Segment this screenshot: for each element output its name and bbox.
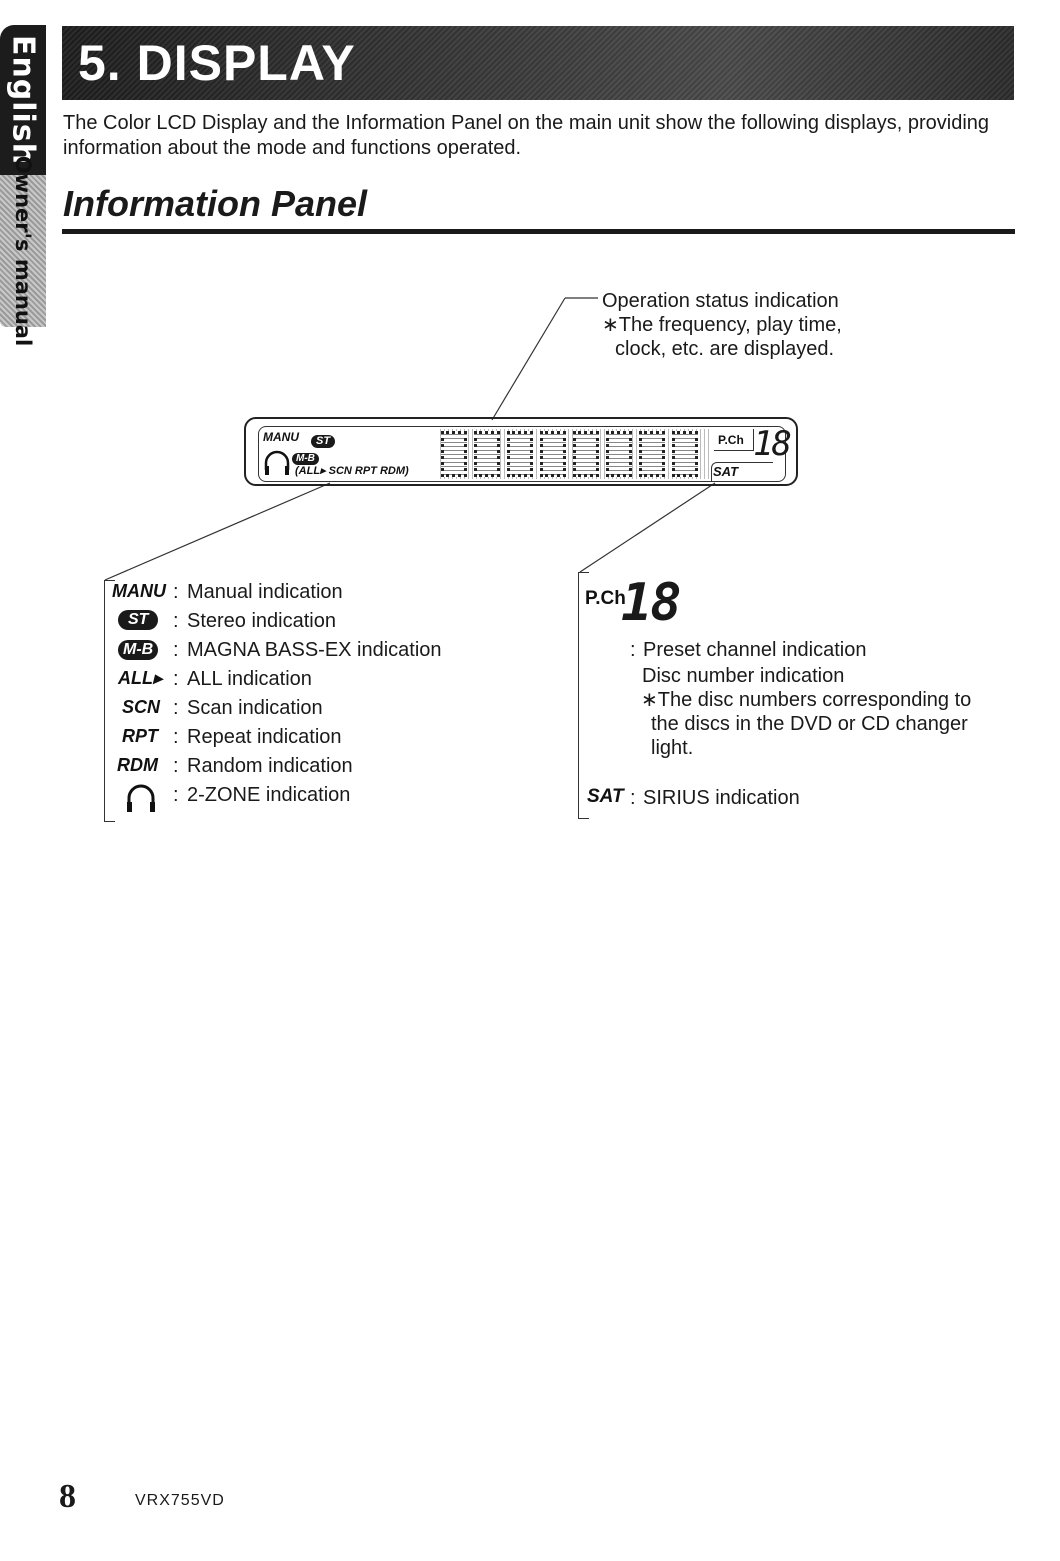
right-line-1: Preset channel indication	[643, 639, 867, 661]
legend-colon: :	[173, 755, 179, 777]
headphones-icon	[124, 781, 158, 815]
legend-symbol-rpt: RPT	[122, 726, 158, 746]
callout-line-2: ∗The frequency, play time,	[602, 314, 842, 336]
legend-desc-st: Stereo indication	[187, 610, 336, 632]
lcd-segment	[639, 431, 665, 477]
right-sat-desc: SIRIUS indication	[643, 787, 800, 809]
legend-colon: :	[173, 726, 179, 748]
lcd-headphones-icon	[262, 448, 292, 478]
right-line-3: ∗The disc numbers corresponding to	[641, 689, 972, 711]
page-title: 5. DISPLAY	[78, 35, 356, 91]
legend-colon: :	[173, 639, 179, 661]
lcd-digits: 18	[753, 424, 790, 464]
lcd-segment	[474, 431, 500, 477]
lcd-manu: MANU	[263, 430, 299, 444]
right-colon: :	[630, 639, 636, 661]
lcd-sat: SAT	[713, 464, 739, 479]
legend-desc-rdm: Random indication	[187, 755, 353, 777]
right-line-5: light.	[651, 737, 694, 759]
legend-symbol-rdm: RDM	[117, 755, 158, 775]
legend-desc-rpt: Repeat indication	[187, 726, 342, 748]
legend-symbol-st-badge	[118, 610, 158, 630]
legend-symbol-mb-badge	[118, 640, 158, 660]
legend-symbol-mb: M-B	[118, 640, 158, 660]
lcd-pch: P.Ch	[718, 433, 744, 447]
manual-tab-label: Owner's manual	[11, 155, 35, 347]
legend-colon: :	[173, 610, 179, 632]
lcd-modes: (ALL▸ SCN RPT RDM)	[295, 465, 409, 477]
callout-line-1: Operation status indication	[602, 290, 839, 312]
right-colon: :	[630, 787, 636, 809]
lcd-segment	[573, 431, 599, 477]
legend-desc-manu: Manual indication	[187, 581, 343, 603]
legend-desc-2zone: 2-ZONE indication	[187, 784, 351, 806]
model-number: VRX755VD	[135, 1492, 225, 1509]
lcd-segment	[672, 431, 698, 477]
language-tab-label: English	[5, 34, 41, 166]
intro-paragraph: The Color LCD Display and the Information Panel on the main unit show the following displays, providing information about the mode and functions operated.	[63, 112, 990, 159]
right-line-2: Disc number indication	[642, 665, 845, 687]
legend-colon: :	[173, 668, 179, 690]
lcd-segment	[606, 431, 632, 477]
left-legend-bracket	[104, 580, 115, 822]
legend-desc-scn: Scan indication	[187, 697, 323, 719]
legend-symbol-st: ST	[118, 610, 158, 630]
legend-symbol-scn: SCN	[122, 697, 161, 717]
legend-colon: :	[173, 581, 179, 603]
legend-colon: :	[173, 697, 179, 719]
legend-symbol-manu: MANU	[112, 581, 166, 601]
right-pch-label: P.Ch	[585, 588, 626, 609]
section-title: Information Panel	[63, 183, 368, 224]
lcd-mb: M-B	[292, 453, 319, 465]
right-line-4: the discs in the DVD or CD changer	[651, 713, 968, 735]
lcd-segment	[540, 431, 566, 477]
right-digits: 18	[621, 573, 680, 633]
lcd-segment	[507, 431, 533, 477]
legend-desc-mb: MAGNA BASS-EX indication	[187, 639, 442, 661]
page-number: 8	[59, 1478, 76, 1515]
lcd-st: ST	[311, 435, 335, 448]
right-sat-symbol: SAT	[587, 786, 624, 807]
lcd-st-badge	[311, 431, 335, 449]
callout-line-3: clock, etc. are displayed.	[615, 338, 834, 360]
legend-desc-all: ALL indication	[187, 668, 312, 690]
legend-symbol-all: ALL▸	[118, 668, 163, 688]
lcd-segment	[441, 431, 467, 477]
legend-colon: :	[173, 784, 179, 806]
